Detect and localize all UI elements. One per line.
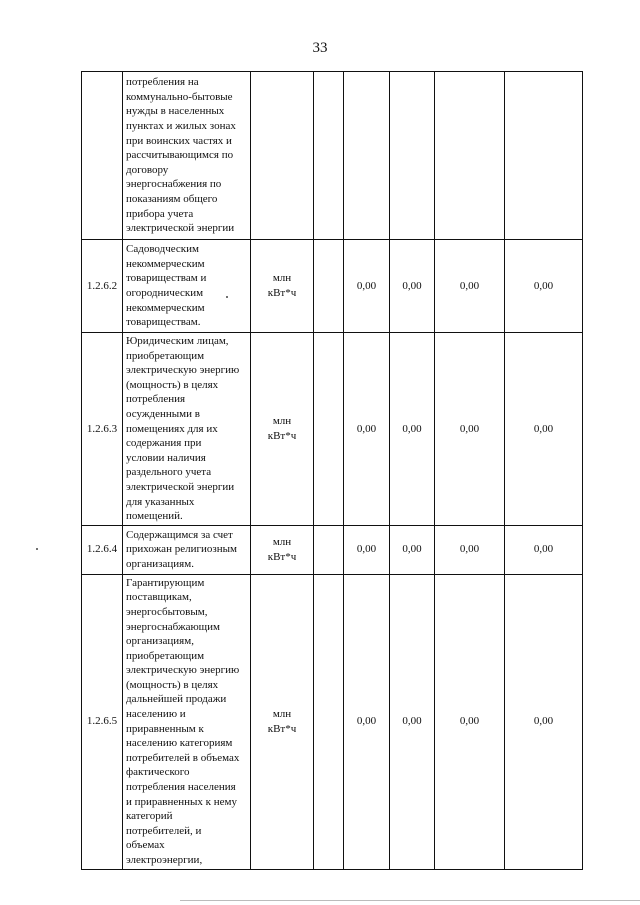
scan-speck	[36, 548, 38, 550]
row-value-1	[314, 333, 344, 526]
row-number	[82, 72, 123, 240]
row-value-4	[435, 72, 505, 240]
row-number: 1.2.6.5	[82, 574, 123, 869]
row-value-2	[344, 72, 390, 240]
row-number: 1.2.6.4	[82, 525, 123, 574]
row-unit: млн кВт*ч	[251, 525, 314, 574]
row-value-3: 0,00	[390, 240, 435, 333]
row-value-5: 0,00	[505, 525, 583, 574]
row-number: 1.2.6.3	[82, 333, 123, 526]
scan-speck	[226, 296, 228, 298]
row-value-3: 0,00	[390, 574, 435, 869]
row-value-3: 0,00	[390, 333, 435, 526]
table-row	[82, 333, 583, 526]
row-value-4: 0,00	[435, 574, 505, 869]
row-unit	[251, 72, 314, 240]
scan-edge-line	[180, 900, 640, 901]
table-row	[82, 525, 583, 574]
row-description: Содержащимся за счет прихожан религиозным организациям.	[123, 525, 251, 574]
row-number: 1.2.6.2	[82, 240, 123, 333]
row-value-2: 0,00	[344, 240, 390, 333]
row-value-4: 0,00	[435, 525, 505, 574]
row-value-3: 0,00	[390, 525, 435, 574]
row-value-1	[314, 240, 344, 333]
row-unit: млн кВт*ч	[251, 574, 314, 869]
row-value-5: 0,00	[505, 333, 583, 526]
tariff-table	[81, 71, 583, 870]
table-row	[82, 240, 583, 333]
row-value-5	[505, 72, 583, 240]
row-value-4: 0,00	[435, 240, 505, 333]
page-number: 33	[312, 40, 328, 56]
row-description: потребления на коммунально-бытовые нужды в населенных пунктах и жилых зонах при воинских частях и рассчитывающимся по договору энергоснабжения по показаниям общего прибора учета электрической энергии	[123, 72, 251, 240]
row-value-5: 0,00	[505, 574, 583, 869]
row-value-5: 0,00	[505, 240, 583, 333]
row-value-3	[390, 72, 435, 240]
row-description: Юридическим лицам, приобретающим электрическую энергию (мощность) в целях потребления осужденными в помещениях для их содержания при условии наличия раздельного учета электрической энергии для указанных помещений.	[123, 333, 251, 526]
row-value-1	[314, 574, 344, 869]
row-value-2: 0,00	[344, 525, 390, 574]
row-value-2: 0,00	[344, 574, 390, 869]
row-value-2: 0,00	[344, 333, 390, 526]
row-value-1	[314, 72, 344, 240]
table-row	[82, 574, 583, 869]
row-value-1	[314, 525, 344, 574]
row-value-4: 0,00	[435, 333, 505, 526]
row-unit: млн кВт*ч	[251, 333, 314, 526]
row-description: Гарантирующим поставщикам, энергосбытовым, энергоснабжающим организациям, приобретающим электрическую энергию (мощность) в целях дальнейшей продажи населению и приравненным к населению категориям потребителей в объемах фактического потребления населения и приравненных к нему категорий потребителей, и объемах электроэнергии,	[123, 574, 251, 869]
row-description: Садоводческим некоммерческим товариществам и огородническим некоммерческим товариществам.	[123, 240, 251, 333]
row-unit: млн кВт*ч	[251, 240, 314, 333]
table-row	[82, 72, 583, 240]
